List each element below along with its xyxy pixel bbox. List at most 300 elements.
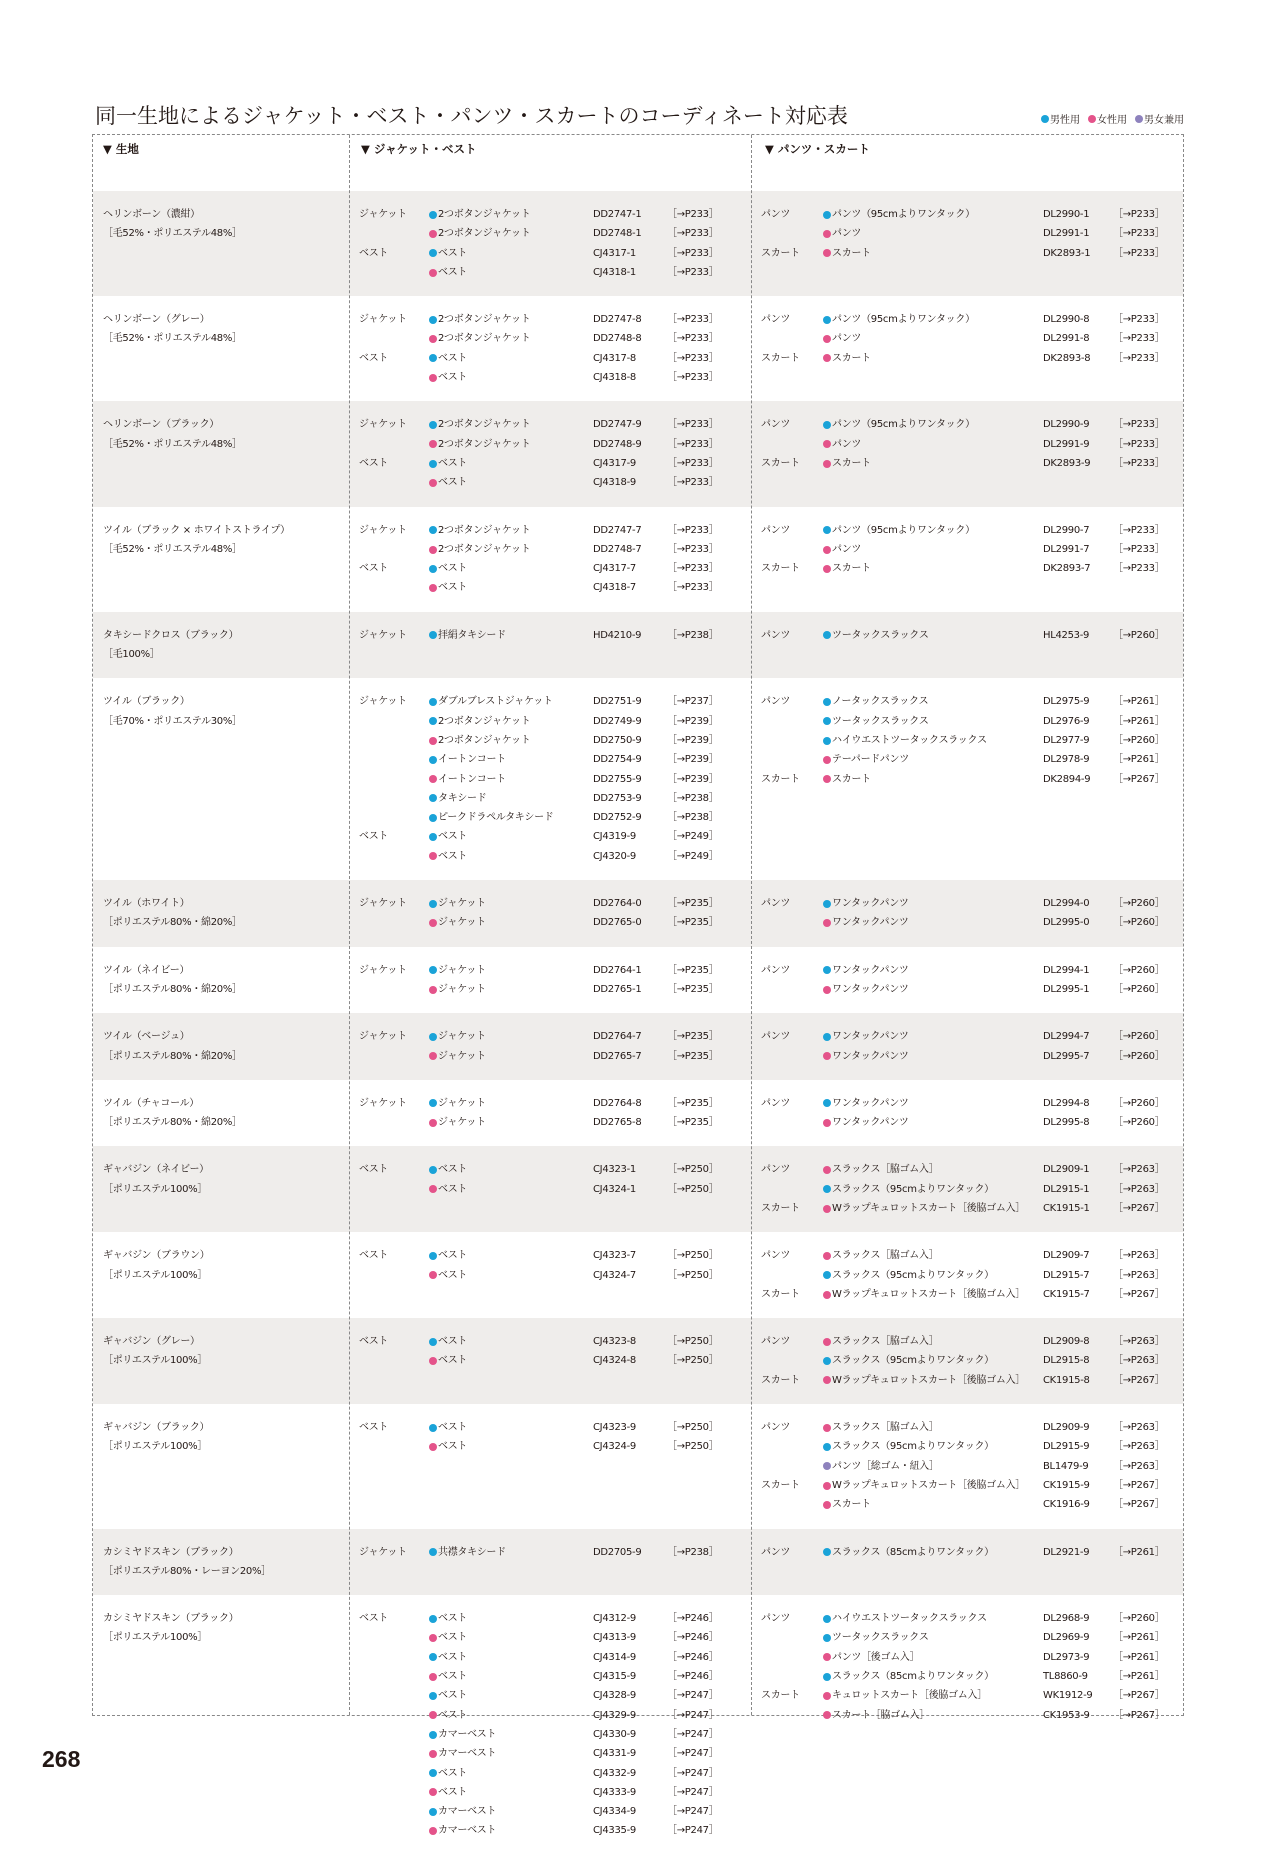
page-reference-link[interactable]: ［→P260］ xyxy=(1113,917,1165,929)
header-jacket-vest: ▼ ジャケット・ベスト xyxy=(361,142,477,156)
women-dot-icon xyxy=(823,919,831,927)
fabric-cell xyxy=(103,894,343,933)
item-name-text: ジャケット xyxy=(438,1050,486,1062)
page-reference-link[interactable]: ［→P238］ xyxy=(667,629,719,641)
women-dot-icon xyxy=(823,1205,831,1213)
item-name xyxy=(429,1113,486,1132)
page-reference-link[interactable]: ［→P260］ xyxy=(1113,983,1165,995)
page-reference-link[interactable]: ［→P250］ xyxy=(667,1422,719,1434)
page-reference-link[interactable]: ［→P247］ xyxy=(667,1806,719,1818)
page-reference-link[interactable]: ［→P233］ xyxy=(667,563,719,575)
item-code: DL2990-7 xyxy=(1043,524,1090,536)
page-reference-link[interactable]: ［→P247］ xyxy=(667,1690,719,1702)
table-row xyxy=(93,1146,1183,1232)
men-dot-icon xyxy=(429,814,437,822)
women-dot-icon xyxy=(823,230,831,238)
item-name-text: スカート xyxy=(832,352,871,364)
page-reference-link[interactable]: ［→P263］ xyxy=(1113,1441,1165,1453)
page-reference-link[interactable]: ［→P263］ xyxy=(1113,1250,1165,1262)
item-name xyxy=(429,1686,467,1705)
page-reference-link[interactable]: ［→P233］ xyxy=(667,582,719,594)
page-reference-link[interactable]: ［→P250］ xyxy=(667,1441,719,1453)
page-reference-link[interactable]: ［→P249］ xyxy=(667,850,719,862)
men-dot-icon xyxy=(429,833,437,841)
item-name-text: ベスト xyxy=(438,1269,468,1281)
item-name-text: スラックス［脇ゴム入］ xyxy=(832,1336,939,1348)
item-code: CJ4314-9 xyxy=(593,1651,636,1663)
women-dot-icon xyxy=(1088,115,1096,123)
page-reference-link[interactable]: ［→P233］ xyxy=(1113,352,1165,364)
fabric-composition: ［ポリエステル100%］ xyxy=(103,1632,208,1644)
item-name-text: スカート xyxy=(832,563,871,575)
item-code: DD2764-8 xyxy=(593,1097,642,1109)
item-category: ベスト xyxy=(359,1336,389,1348)
item-code: CK1915-1 xyxy=(1043,1203,1090,1214)
page-reference-link[interactable]: ［→P238］ xyxy=(667,1546,719,1558)
page-reference-link[interactable]: ［→P237］ xyxy=(667,696,719,708)
men-dot-icon xyxy=(823,1033,831,1041)
item-name xyxy=(823,1437,994,1456)
page-reference-link[interactable]: ［→P261］ xyxy=(1113,696,1165,708)
page-reference-link[interactable]: ［→P233］ xyxy=(1113,314,1165,326)
page-reference-link[interactable]: ［→P263］ xyxy=(1113,1422,1165,1434)
page-reference-link[interactable]: ［→P233］ xyxy=(667,209,719,220)
page-reference-link[interactable]: ［→P233］ xyxy=(1113,247,1165,259)
page-reference-link[interactable]: ［→P233］ xyxy=(667,247,719,259)
page-reference-link[interactable]: ［→P233］ xyxy=(667,266,719,278)
item-category: ジャケット xyxy=(359,696,407,708)
page-reference-link[interactable]: ［→P260］ xyxy=(1113,1117,1165,1129)
item-category: パンツ xyxy=(761,524,791,536)
item-code: DL2995-0 xyxy=(1043,917,1090,929)
page-reference-link[interactable]: ［→P261］ xyxy=(1113,715,1165,727)
item-category: パンツ xyxy=(761,209,791,220)
item-name xyxy=(429,521,530,540)
page-reference-link[interactable]: ［→P235］ xyxy=(667,1031,719,1043)
men-dot-icon xyxy=(823,316,831,324)
page-reference-link[interactable]: ［→P233］ xyxy=(1113,438,1165,450)
page-reference-link[interactable]: ［→P235］ xyxy=(667,898,719,910)
item-name xyxy=(429,224,530,243)
men-dot-icon xyxy=(823,526,831,534)
item-name xyxy=(823,1628,929,1647)
item-code: DK2893-7 xyxy=(1043,563,1091,575)
page-reference-link[interactable]: ［→P233］ xyxy=(667,457,719,469)
page-reference-link[interactable]: ［→P233］ xyxy=(1113,457,1165,469)
women-dot-icon xyxy=(429,1788,437,1796)
page-reference-link[interactable]: ［→P246］ xyxy=(667,1671,719,1683)
item-name-text: パンツ（95cmよりワンタック） xyxy=(832,419,975,431)
unisex-dot-icon xyxy=(1135,115,1143,123)
item-name-text: ジャケット xyxy=(438,898,486,910)
fabric-cell xyxy=(103,205,343,244)
item-code: CJ4323-1 xyxy=(593,1164,636,1176)
women-dot-icon xyxy=(429,479,437,487)
item-name xyxy=(823,329,861,348)
item-name xyxy=(429,1266,467,1285)
item-name xyxy=(823,1686,987,1705)
page-reference-link[interactable]: ［→P247］ xyxy=(667,1728,719,1740)
page-reference-link[interactable]: ［→P250］ xyxy=(667,1336,719,1348)
item-name xyxy=(429,1027,486,1046)
item-code: DL2975-9 xyxy=(1043,696,1090,708)
women-dot-icon xyxy=(429,737,437,745)
item-code: CJ4335-9 xyxy=(593,1825,636,1837)
men-dot-icon xyxy=(823,717,831,725)
women-dot-icon xyxy=(429,374,437,382)
item-name xyxy=(823,1457,939,1476)
men-dot-icon xyxy=(429,460,437,468)
men-dot-icon xyxy=(429,1033,437,1041)
item-code: DL2909-9 xyxy=(1043,1422,1090,1434)
item-code: DK2893-1 xyxy=(1043,247,1091,259)
page-reference-link[interactable]: ［→P238］ xyxy=(667,812,719,824)
women-dot-icon xyxy=(823,1166,831,1174)
page-reference-link[interactable]: ［→P233］ xyxy=(667,477,719,489)
item-name xyxy=(823,626,929,645)
page-reference-link[interactable]: ［→P267］ xyxy=(1113,1709,1165,1721)
item-category: パンツ xyxy=(761,1097,791,1109)
item-name-text: イートンコート xyxy=(438,773,506,785)
item-name-text: ワンタックパンツ xyxy=(832,983,909,995)
legend-label: 男性用 xyxy=(1050,115,1080,126)
page-reference-link[interactable]: ［→P267］ xyxy=(1113,1203,1165,1214)
page-reference-link[interactable]: ［→P261］ xyxy=(1113,754,1165,766)
item-code: DD2747-7 xyxy=(593,524,642,536)
men-dot-icon xyxy=(429,354,437,362)
fabric-name: ギャバジン（ブラック） xyxy=(103,1422,210,1434)
page-reference-link[interactable]: ［→P233］ xyxy=(1113,543,1165,555)
page-reference-link[interactable]: ［→P233］ xyxy=(667,372,719,384)
women-dot-icon xyxy=(823,565,831,573)
page-reference-link[interactable]: ［→P233］ xyxy=(667,314,719,326)
fabric-cell xyxy=(103,692,343,731)
item-code: CJ4334-9 xyxy=(593,1806,636,1818)
table-row xyxy=(93,612,1183,679)
page-reference-link[interactable]: ［→P260］ xyxy=(1113,1031,1165,1043)
item-name xyxy=(823,1418,938,1437)
fabric-cell xyxy=(103,415,343,454)
item-name xyxy=(429,1160,467,1179)
fabric-composition: ［ポリエステル100%］ xyxy=(103,1183,208,1195)
page-reference-link[interactable]: ［→P238］ xyxy=(667,792,719,804)
item-code: CJ4333-9 xyxy=(593,1786,636,1798)
item-name xyxy=(429,1351,467,1370)
item-name xyxy=(823,540,861,559)
page-reference-link[interactable]: ［→P263］ xyxy=(1113,1269,1165,1281)
item-name-text: パンツ［後ゴム入］ xyxy=(832,1651,920,1663)
item-name xyxy=(429,1332,467,1351)
page-reference-link[interactable]: ［→P263］ xyxy=(1113,1183,1165,1195)
fabric-cell xyxy=(103,310,343,349)
item-category: スカート xyxy=(761,247,800,259)
item-name-text: ベスト xyxy=(438,1786,468,1798)
men-dot-icon xyxy=(823,631,831,639)
page-reference-link[interactable]: ［→P233］ xyxy=(1113,333,1165,345)
women-dot-icon xyxy=(429,1357,437,1365)
item-name xyxy=(823,1371,1025,1390)
page-reference-link[interactable]: ［→P250］ xyxy=(667,1183,719,1195)
fabric-cell xyxy=(103,1543,343,1582)
item-code: DL2915-7 xyxy=(1043,1269,1090,1281)
page-reference-link[interactable]: ［→P246］ xyxy=(667,1632,719,1644)
item-name-text: ベスト xyxy=(438,1671,468,1683)
page-reference-link[interactable]: ［→P249］ xyxy=(667,831,719,843)
fabric-name: ツイル（ブラック × ホワイトストライプ） xyxy=(103,524,290,536)
table-row xyxy=(93,296,1183,401)
item-name-text: ベスト xyxy=(438,563,468,575)
page-reference-link[interactable]: ［→P267］ xyxy=(1113,1690,1165,1702)
page-reference-link[interactable]: ［→P233］ xyxy=(1113,563,1165,575)
page-reference-link[interactable]: ［→P233］ xyxy=(667,524,719,536)
women-dot-icon xyxy=(823,1653,831,1661)
item-name-text: テーパードパンツ xyxy=(832,754,909,766)
page-reference-link[interactable]: ［→P260］ xyxy=(1113,629,1165,641)
item-name-text: ジャケット xyxy=(438,917,486,929)
item-name-text: ベスト xyxy=(438,1355,468,1367)
page-reference-link[interactable]: ［→P260］ xyxy=(1113,964,1165,976)
page-reference-link[interactable]: ［→P260］ xyxy=(1113,1050,1165,1062)
page-reference-link[interactable]: ［→P263］ xyxy=(1113,1460,1165,1472)
item-name xyxy=(429,1246,467,1265)
item-category: スカート xyxy=(761,773,800,785)
item-name-text: ジャケット xyxy=(438,1117,486,1129)
item-category: ベスト xyxy=(359,563,389,575)
page-reference-link[interactable]: ［→P261］ xyxy=(1113,1546,1165,1558)
item-category: スカート xyxy=(761,1374,800,1386)
item-code: CJ4317-1 xyxy=(593,247,636,259)
item-name-text: ワンタックパンツ xyxy=(832,1117,909,1129)
page-reference-link[interactable]: ［→P260］ xyxy=(1113,1097,1165,1109)
item-category: ベスト xyxy=(359,1422,389,1434)
fabric-name: ギャバジン（ネイビー） xyxy=(103,1164,209,1176)
item-code: DD2765-8 xyxy=(593,1117,642,1129)
fabric-cell xyxy=(103,1609,343,1648)
page-reference-link[interactable]: ［→P263］ xyxy=(1113,1164,1165,1176)
item-code: DL2977-9 xyxy=(1043,734,1090,746)
page-reference-link[interactable]: ［→P233］ xyxy=(667,438,719,450)
item-name xyxy=(429,789,486,808)
item-code: DD2764-1 xyxy=(593,964,642,976)
item-name xyxy=(823,770,871,789)
page-reference-link[interactable]: ［→P235］ xyxy=(667,964,719,976)
header-fabric: ▼ 生地 xyxy=(103,142,139,156)
item-name-text: ジャケット xyxy=(438,1097,486,1109)
item-name-text: ジャケット xyxy=(438,964,486,976)
men-dot-icon xyxy=(429,1338,437,1346)
men-dot-icon xyxy=(823,211,831,219)
page-reference-link[interactable]: ［→P239］ xyxy=(667,754,719,766)
page-reference-link[interactable]: ［→P247］ xyxy=(667,1786,719,1798)
women-dot-icon xyxy=(823,1252,831,1260)
item-code: DD2748-1 xyxy=(593,228,642,240)
men-dot-icon xyxy=(429,1099,437,1107)
fabric-composition: ［ポリエステル100%］ xyxy=(103,1355,208,1367)
item-name xyxy=(429,1180,467,1199)
page-reference-link[interactable]: ［→P250］ xyxy=(667,1164,719,1176)
page-reference-link[interactable]: ［→P250］ xyxy=(667,1269,719,1281)
item-name-text: パンツ［総ゴム・紐入］ xyxy=(832,1460,939,1472)
page-reference-link[interactable]: ［→P267］ xyxy=(1113,1374,1165,1386)
item-code: CJ4330-9 xyxy=(593,1728,636,1740)
item-name xyxy=(429,980,486,999)
item-category: ジャケット xyxy=(359,1097,407,1109)
item-code: DD2751-9 xyxy=(593,696,642,708)
page-reference-link[interactable]: ［→P260］ xyxy=(1113,734,1165,746)
table-row xyxy=(93,1404,1183,1529)
page-reference-link[interactable]: ［→P235］ xyxy=(667,1050,719,1062)
item-name-text: パンツ xyxy=(832,333,862,345)
item-name xyxy=(823,1648,919,1667)
page-reference-link[interactable]: ［→P260］ xyxy=(1113,898,1165,910)
column-divider xyxy=(751,135,752,1715)
item-name xyxy=(429,473,467,492)
fabric-composition: ［ポリエステル80%・綿20%］ xyxy=(103,917,242,929)
item-code: CJ4319-9 xyxy=(593,831,636,843)
page-reference-link[interactable]: ［→P246］ xyxy=(667,1613,719,1625)
page-reference-link[interactable]: ［→P239］ xyxy=(667,734,719,746)
color-legend xyxy=(1041,111,1184,126)
page-reference-link[interactable]: ［→P233］ xyxy=(1113,524,1165,536)
item-name-text: ベスト xyxy=(438,247,468,259)
item-code: DK2893-9 xyxy=(1043,457,1091,469)
women-dot-icon xyxy=(429,440,437,448)
item-name-text: ベスト xyxy=(438,1422,468,1434)
page-reference-link[interactable]: ［→P250］ xyxy=(667,1250,719,1262)
page-reference-link[interactable]: ［→P233］ xyxy=(667,352,719,364)
item-name-text: カマーベスト xyxy=(438,1728,497,1740)
item-name-text: ハイウエストツータックスラックス xyxy=(832,734,987,746)
page-reference-link[interactable]: ［→P246］ xyxy=(667,1651,719,1663)
fabric-name: ヘリンボーン（ブラック） xyxy=(103,419,219,431)
fabric-cell xyxy=(103,1160,343,1199)
page-reference-link[interactable]: ［→P239］ xyxy=(667,715,719,727)
page-reference-link[interactable]: ［→P235］ xyxy=(667,1117,719,1129)
item-name xyxy=(429,1628,467,1647)
item-name-text: 2つボタンジャケット xyxy=(438,333,531,345)
item-name xyxy=(429,1094,486,1113)
page-reference-link[interactable]: ［→P267］ xyxy=(1113,1288,1165,1300)
page-reference-link[interactable]: ［→P267］ xyxy=(1113,1499,1165,1511)
item-name-text: スラックス［脇ゴム入］ xyxy=(832,1164,939,1176)
women-dot-icon xyxy=(823,775,831,783)
fabric-composition: ［毛52%・ポリエステル48%］ xyxy=(103,438,242,450)
page-reference-link[interactable]: ［→P233］ xyxy=(1113,209,1165,220)
item-code: DD2765-1 xyxy=(593,983,642,995)
men-dot-icon xyxy=(429,1769,437,1777)
item-code: CJ4320-9 xyxy=(593,850,636,862)
page-reference-link[interactable]: ［→P233］ xyxy=(1113,228,1165,240)
item-name xyxy=(823,1246,938,1265)
item-code: DD2765-0 xyxy=(593,917,642,929)
page-reference-link[interactable]: ［→P235］ xyxy=(667,917,719,929)
page-reference-link[interactable]: ［→P233］ xyxy=(667,543,719,555)
page-reference-link[interactable]: ［→P247］ xyxy=(667,1825,719,1837)
page-number: 268 xyxy=(42,1746,81,1772)
men-dot-icon xyxy=(429,698,437,706)
page-reference-link[interactable]: ［→P263］ xyxy=(1113,1355,1165,1367)
item-name-text: 2つボタンジャケット xyxy=(438,543,531,555)
page-reference-link[interactable]: ［→P233］ xyxy=(667,333,719,345)
fabric-name: ツイル（ブラック） xyxy=(103,696,190,708)
item-name xyxy=(429,808,554,827)
men-dot-icon xyxy=(429,1808,437,1816)
page-reference-link[interactable]: ［→P233］ xyxy=(667,419,719,431)
page-reference-link[interactable]: ［→P247］ xyxy=(667,1709,719,1721)
item-code: DL2990-8 xyxy=(1043,314,1090,326)
item-name xyxy=(823,1332,938,1351)
men-dot-icon xyxy=(823,421,831,429)
item-name xyxy=(823,1285,1025,1304)
fabric-composition: ［毛52%・ポリエステル48%］ xyxy=(103,543,242,555)
page-reference-link[interactable]: ［→P261］ xyxy=(1113,1671,1165,1683)
item-name xyxy=(823,521,975,540)
page-reference-link[interactable]: ［→P261］ xyxy=(1113,1651,1165,1663)
item-category: パンツ xyxy=(761,1546,791,1558)
item-name xyxy=(429,750,506,769)
page-reference-link[interactable]: ［→P267］ xyxy=(1113,1479,1165,1491)
item-category: ジャケット xyxy=(359,1546,407,1558)
page-reference-link[interactable]: ［→P239］ xyxy=(667,773,719,785)
page-reference-link[interactable]: ［→P233］ xyxy=(1113,419,1165,431)
item-name-text: ベスト xyxy=(438,266,468,278)
men-dot-icon xyxy=(823,737,831,745)
page-reference-link[interactable]: ［→P250］ xyxy=(667,1355,719,1367)
item-code: CJ4318-8 xyxy=(593,372,636,384)
fabric-composition: ［ポリエステル80%・綿20%］ xyxy=(103,983,242,995)
item-code: DD2764-7 xyxy=(593,1031,642,1043)
page-reference-link[interactable]: ［→P235］ xyxy=(667,983,719,995)
page-reference-link[interactable]: ［→P261］ xyxy=(1113,1632,1165,1644)
fabric-cell xyxy=(103,1094,343,1133)
item-code: DL2990-1 xyxy=(1043,209,1090,220)
men-dot-icon xyxy=(429,756,437,764)
page-reference-link[interactable]: ［→P260］ xyxy=(1113,1613,1165,1625)
item-name-text: ベスト xyxy=(438,457,468,469)
item-name xyxy=(823,310,975,329)
fabric-composition: ［ポリエステル100%］ xyxy=(103,1441,208,1453)
men-dot-icon xyxy=(823,966,831,974)
men-dot-icon xyxy=(429,1424,437,1432)
page-reference-link[interactable]: ［→P247］ xyxy=(667,1767,719,1779)
item-category: スカート xyxy=(761,1203,800,1214)
table-row xyxy=(93,947,1183,1014)
page-reference-link[interactable]: ［→P263］ xyxy=(1113,1336,1165,1348)
legend-label: 男女兼用 xyxy=(1144,115,1184,126)
women-dot-icon xyxy=(823,354,831,362)
page-reference-link[interactable]: ［→P267］ xyxy=(1113,773,1165,785)
fabric-cell xyxy=(103,626,343,665)
item-code: DL2990-9 xyxy=(1043,419,1090,431)
item-category: ジャケット xyxy=(359,314,407,326)
item-name-text: ベスト xyxy=(438,1709,468,1721)
item-name xyxy=(823,1543,994,1562)
page-reference-link[interactable]: ［→P247］ xyxy=(667,1748,719,1760)
men-dot-icon xyxy=(429,316,437,324)
item-name xyxy=(429,894,486,913)
women-dot-icon xyxy=(823,546,831,554)
item-name-text: ベスト xyxy=(438,1613,468,1625)
women-dot-icon xyxy=(823,756,831,764)
item-name-text: キュロットスカート［後脇ゴム入］ xyxy=(832,1690,987,1702)
women-dot-icon xyxy=(429,1271,437,1279)
page-reference-link[interactable]: ［→P235］ xyxy=(667,1097,719,1109)
item-name xyxy=(429,559,467,578)
item-name xyxy=(429,310,530,329)
page-reference-link[interactable]: ［→P233］ xyxy=(667,228,719,240)
item-code: CJ4324-1 xyxy=(593,1183,636,1195)
men-dot-icon xyxy=(429,526,437,534)
